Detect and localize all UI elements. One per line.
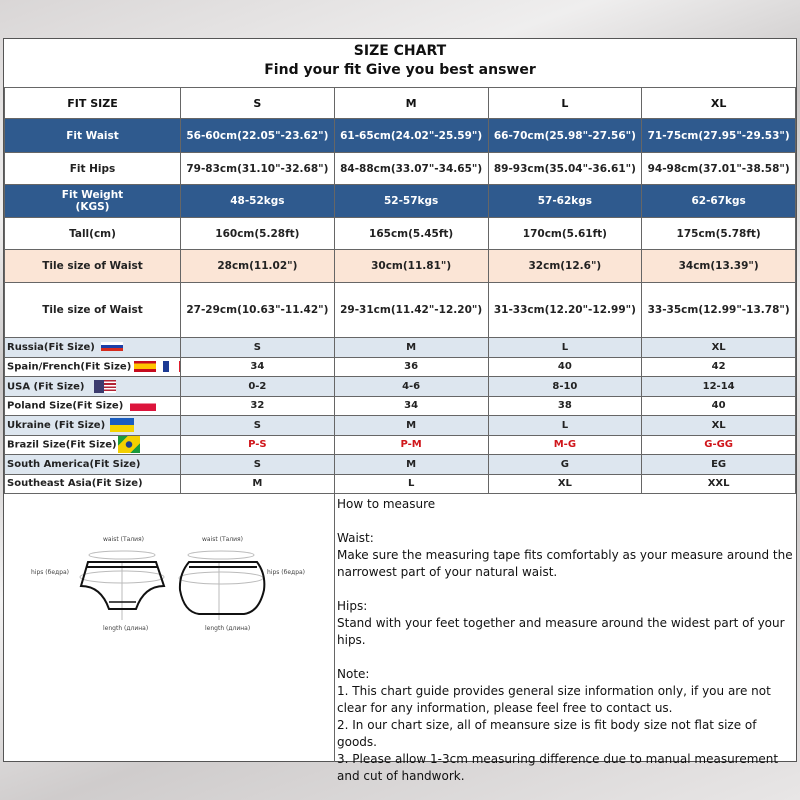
country-row <box>5 357 796 377</box>
cell: 84-88cm(33.07"-34.65") <box>334 153 488 185</box>
length-label: length (длина) <box>103 625 149 632</box>
country-row <box>5 396 796 416</box>
row-label: Tile size of Waist <box>5 283 181 338</box>
cell: 0-2 <box>181 377 335 397</box>
header-cell: FIT SIZE <box>5 88 181 119</box>
country-label: Ukraine (Fit Size) <box>7 420 106 432</box>
measure-instructions <box>337 496 793 785</box>
subtitle-text: Find your fit Give you best answer <box>264 62 536 78</box>
row-label <box>5 185 181 218</box>
row-label-line: (KGS) <box>75 201 110 213</box>
cell: 71-75cm(27.95"-29.53") <box>642 119 796 153</box>
row-label: Tile size of Waist <box>5 250 181 283</box>
size-table <box>4 87 796 494</box>
note-item: 2. In our chart size, all of meansure size is fit body size not flat size of goods. <box>337 718 757 749</box>
row-label: Tall(cm) <box>5 218 181 250</box>
size-chart <box>3 38 797 783</box>
row-label <box>5 416 181 436</box>
cell: 34cm(13.39") <box>642 250 796 283</box>
usa-flag-icon <box>94 380 116 393</box>
cell: 33-35cm(12.99"-13.78") <box>642 283 796 338</box>
row-label <box>5 357 181 377</box>
cell: 175cm(5.78ft) <box>642 218 796 250</box>
cell: 36 <box>334 357 488 377</box>
measure-section <box>4 494 796 783</box>
hips-label: hips (бедра) <box>31 569 70 576</box>
note-title: Note: <box>337 667 370 681</box>
cell: 29-31cm(11.42"-12.20") <box>334 283 488 338</box>
country-row <box>5 338 796 358</box>
hips-title: Hips: <box>337 599 368 613</box>
cell: 42 <box>642 357 796 377</box>
cell: 57-62kgs <box>488 185 642 218</box>
cell: 40 <box>642 396 796 416</box>
row-label-line: Fit Weight <box>61 189 124 201</box>
cell: 165cm(5.45ft) <box>334 218 488 250</box>
header-row <box>5 88 796 119</box>
cell: 31-33cm(12.20"-12.99") <box>488 283 642 338</box>
row-label <box>5 435 181 455</box>
cell: 38 <box>488 396 642 416</box>
cell: XXL <box>642 474 796 494</box>
cell: 79-83cm(31.10"-32.68") <box>181 153 335 185</box>
row-label: Fit Waist <box>5 119 181 153</box>
table-row <box>5 218 796 250</box>
country-label: Poland Size(Fit Size) <box>7 400 124 412</box>
cell: 89-93cm(35.04"-36.61") <box>488 153 642 185</box>
cell: 27-29cm(10.63"-11.42") <box>181 283 335 338</box>
cell: 12-14 <box>642 377 796 397</box>
hips-text: Stand with your feet together and measure around the widest part of your hips. <box>337 616 785 647</box>
cell: S <box>181 455 335 475</box>
country-label: Brazil Size(Fit Size) <box>7 439 117 451</box>
length-label: length (длина) <box>205 625 251 632</box>
underwear-diagram-icon <box>4 494 334 762</box>
row-label: Southeast Asia(Fit Size) <box>5 474 181 494</box>
cell: 62-67kgs <box>642 185 796 218</box>
cell: 66-70cm(25.98"-27.56") <box>488 119 642 153</box>
ukraine-flag-icon <box>110 418 134 432</box>
table-row <box>5 153 796 185</box>
hips-label: hips (бедра) <box>267 569 306 576</box>
cell: 30cm(11.81") <box>334 250 488 283</box>
cell: 34 <box>181 357 335 377</box>
cell: L <box>488 338 642 358</box>
note-item: 1. This chart guide provides general size information only, if you are not clear for any information, please feel free to contact us. <box>337 684 771 715</box>
table-row <box>5 250 796 283</box>
cell: P-S <box>181 435 335 455</box>
cell: P-M <box>334 435 488 455</box>
cell: S <box>181 416 335 436</box>
russia-flag-icon <box>101 342 123 351</box>
waist-label: waist (Талия) <box>103 536 145 543</box>
cell: S <box>181 338 335 358</box>
cell: 40 <box>488 357 642 377</box>
cell: 160cm(5.28ft) <box>181 218 335 250</box>
row-label <box>5 396 181 416</box>
row-label: South America(Fit Size) <box>5 455 181 475</box>
header-cell: L <box>488 88 642 119</box>
header-cell: M <box>334 88 488 119</box>
cell: XL <box>642 338 796 358</box>
row-label: Fit Hips <box>5 153 181 185</box>
cell: M <box>334 338 488 358</box>
table-row <box>5 119 796 153</box>
france-flag-icon <box>163 361 180 372</box>
cell: M <box>334 455 488 475</box>
cell: 32cm(12.6") <box>488 250 642 283</box>
cell: 94-98cm(37.01"-38.58") <box>642 153 796 185</box>
cell: XL <box>642 416 796 436</box>
cell: 32 <box>181 396 335 416</box>
brazil-flag-icon <box>118 436 140 453</box>
cell: 48-52kgs <box>181 185 335 218</box>
cell: 170cm(5.61ft) <box>488 218 642 250</box>
country-row <box>5 455 796 475</box>
cell: XL <box>488 474 642 494</box>
cell: 4-6 <box>334 377 488 397</box>
cell: 56-60cm(22.05"-23.62") <box>181 119 335 153</box>
waist-title: Waist: <box>337 531 374 545</box>
cell: G <box>488 455 642 475</box>
header-cell: S <box>181 88 335 119</box>
chart-title <box>4 39 796 88</box>
poland-flag-icon <box>130 400 156 411</box>
cell: L <box>488 416 642 436</box>
cell: 52-57kgs <box>334 185 488 218</box>
title-text: SIZE CHART <box>353 43 447 59</box>
cell: EG <box>642 455 796 475</box>
cell: M <box>334 416 488 436</box>
country-label: Russia(Fit Size) <box>7 341 95 353</box>
country-label: USA (Fit Size) <box>7 381 85 393</box>
cell: G-GG <box>642 435 796 455</box>
cell: M-G <box>488 435 642 455</box>
waist-label: waist (Талия) <box>202 536 244 543</box>
cell: M <box>181 474 335 494</box>
cell: 28cm(11.02") <box>181 250 335 283</box>
cell: L <box>334 474 488 494</box>
instructions-heading: How to measure <box>337 497 436 511</box>
measurement-diagram <box>4 494 335 762</box>
country-row <box>5 435 796 455</box>
table-row <box>5 185 796 218</box>
cell: 8-10 <box>488 377 642 397</box>
cell: 61-65cm(24.02"-25.59") <box>334 119 488 153</box>
note-item: 3. Please allow 1-3cm measuring difference due to manual measurement and cut of handwork. <box>337 752 779 783</box>
row-label <box>5 338 181 358</box>
row-label <box>5 377 181 397</box>
spain-flag-icon <box>134 361 156 372</box>
country-row <box>5 377 796 397</box>
header-cell: XL <box>642 88 796 119</box>
country-label: Spain/French(Fit Size) <box>7 361 132 373</box>
country-row <box>5 416 796 436</box>
country-row <box>5 474 796 494</box>
table-row <box>5 283 796 338</box>
cell: 34 <box>334 396 488 416</box>
waist-text: Make sure the measuring tape fits comfortably as your measure around the narrowest part of your natural waist. <box>337 548 793 579</box>
